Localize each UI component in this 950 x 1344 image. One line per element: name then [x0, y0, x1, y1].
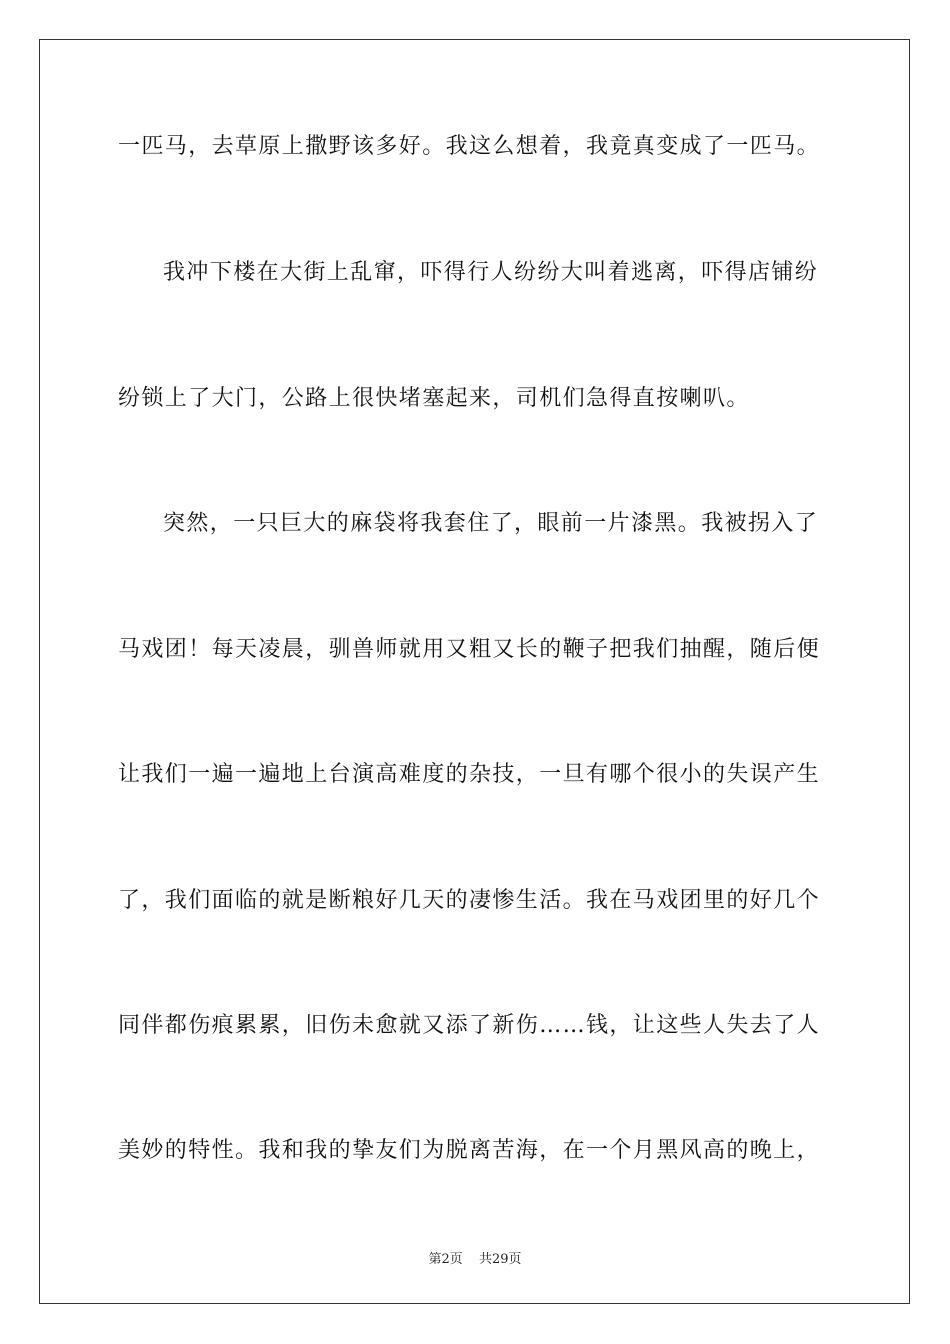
text-line-4: 突然，一只巨大的麻袋将我套住了，眼前一片漆黑。我被拐入了: [163, 511, 819, 536]
text-line-2: 我冲下楼在大街上乱窜，吓得行人纷纷大叫着逃离，吓得店铺纷: [163, 260, 819, 285]
text-line-1: 一匹马，去草原上撒野该多好。我这么想着，我竟真变成了一匹马。: [118, 134, 821, 159]
page-footer: [0, 1248, 950, 1267]
text-line-7: 了，我们面临的就是断粮好几天的凄惨生活。我在马戏团里的好几个: [118, 888, 821, 913]
text-line-6: 让我们一遍一遍地上台演高难度的杂技，一旦有哪个很小的失误产生: [118, 762, 821, 787]
text-line-8: 同伴都伤痕累累，旧伤未愈就又添了新伤……钱，让这些人失去了人: [118, 1013, 821, 1038]
page-border: [39, 39, 910, 1304]
text-line-5: 马戏团！每天凌晨，驯兽师就用又粗又长的鞭子把我们抽醒，随后便: [118, 637, 821, 662]
total-pages: 共29页: [478, 1252, 522, 1267]
page-number: 第2页: [428, 1252, 463, 1267]
text-line-3: 纷锁上了大门，公路上很快堵塞起来，司机们急得直按喇叭。: [118, 386, 750, 411]
text-line-9: 美妙的特性。我和我的挚友们为脱离苦海，在一个月黑风高的晚上，: [118, 1138, 821, 1163]
